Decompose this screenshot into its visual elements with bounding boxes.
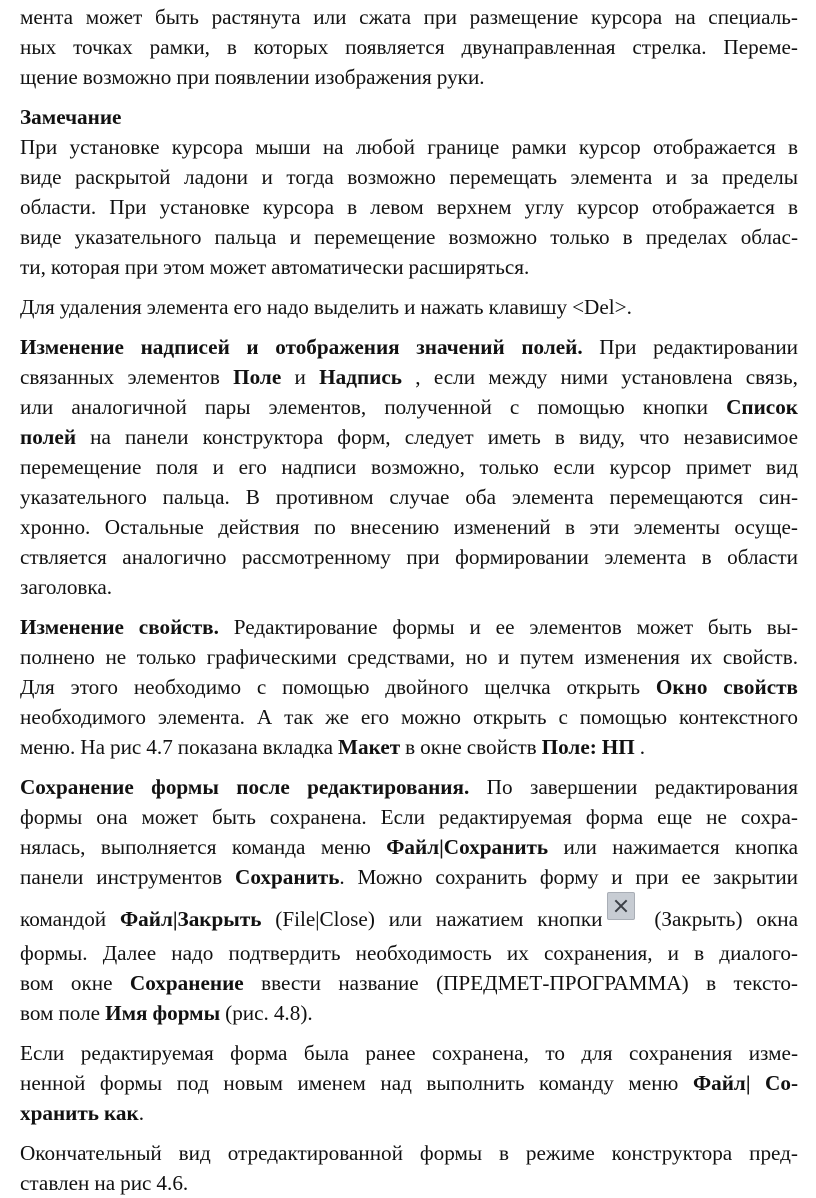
term-field-list: Список	[726, 395, 798, 419]
text-line: Изменение свойств. Редактирование формы и ее элементов может быть вы-	[20, 615, 799, 639]
paragraph-properties	[20, 612, 798, 762]
text-line: ненной формы под новым именем над выполнить команду меню Файл| Со-	[20, 1071, 798, 1095]
text-line: Для этого необходимо с помощью двойного щелчка открыть Окно свойств	[20, 675, 798, 699]
paragraph-save	[20, 772, 798, 1028]
text-line: Окончательный вид отредактированной формы в режиме конструктора пред-	[20, 1141, 798, 1165]
text-line: связанных элементов Поле и Надпись , если между ними установлена связь,	[20, 365, 798, 389]
term-field: Поле	[233, 365, 282, 389]
text-line: мента может быть растянута или сжата при размещение курсора на специаль-	[20, 5, 798, 29]
paragraph-labels	[20, 332, 798, 602]
text-line: области. При установке курсора в левом верхнем углу курсор отображается в	[20, 195, 798, 219]
text-line: Изменение надписей и отображения значений полей. При редактировании	[20, 335, 798, 359]
text-line: меню. На рис 4.7 показана вкладка Макет в окне свойств Поле: НП .	[20, 735, 646, 759]
text-line: указательного пальца. В противном случае оба элемента перемещаются син-	[20, 485, 798, 509]
text-line: полнено не только графическими средствами, но и путем изменения их свойств.	[20, 645, 798, 669]
close-icon	[607, 892, 635, 920]
text-line: ствляется аналогично рассмотренному при формировании элемента в области	[20, 545, 798, 569]
term-label: Надпись	[319, 365, 402, 389]
text-line: щение возможно при появлении изображения руки.	[20, 65, 485, 89]
term-properties-window: Окно свойств	[655, 675, 798, 699]
paragraph-save-as	[20, 1038, 798, 1128]
text-line: хронно. Остальные действия по внесению изменений в эти элементы осуще-	[20, 515, 798, 539]
text-line: При установке курсора мыши на любой границе рамки курсор отображается в	[20, 135, 798, 159]
text-line: командой Файл|Закрыть (File|Close) или нажатием кнопки (Закрыть) окна	[20, 892, 798, 938]
text-line: Если редактируемая форма была ранее сохранена, то для сохранения изме-	[20, 1041, 798, 1065]
paragraph-resize	[20, 2, 798, 92]
text-line: хранить как.	[20, 1101, 144, 1125]
paragraph-delete	[20, 292, 798, 322]
text-line: ти, которая при этом может автоматически расширяться.	[20, 255, 530, 279]
text-line: вом поле Имя формы (рис. 4.8).	[20, 1001, 313, 1025]
note-heading: Замечание	[20, 105, 122, 129]
paragraph-final	[20, 1138, 798, 1198]
section-heading: Изменение надписей и отображения значений полей.	[20, 335, 583, 359]
paragraph-note	[20, 132, 798, 282]
text-line: нялась, выполняется команда меню Файл|Сохранить или нажимается кнопка	[20, 835, 798, 859]
text-line: Сохранение формы после редактирования. По завершении редактирования	[20, 775, 798, 799]
text-line: панели инструментов Сохранить. Можно сохранить форму и при ее закрытии	[20, 865, 798, 889]
section-heading: Изменение свойств.	[20, 615, 219, 639]
text-line: или аналогичной пары элементов, полученной с помощью кнопки Список	[20, 395, 798, 419]
text-line: вом окне Сохранение ввести название (ПРЕДМЕТ-ПРОГРАММА) в тексто-	[20, 971, 798, 995]
text-line: виде раскрытой ладони и тогда возможно перемещать элемента и за пределы	[20, 165, 798, 189]
text-line: Для удаления элемента его надо выделить и нажать клавишу <Del>.	[20, 295, 632, 319]
text-line: перемещение поля и его надписи возможно, только если курсор примет вид	[20, 455, 798, 479]
text-line: ных точках рамки, в которых появляется двунаправленная стрелка. Переме-	[20, 35, 798, 59]
text-line: полей на панели конструктора форм, следует иметь в виду, что независимое	[20, 425, 798, 449]
menu-command: Файл|Сохранить	[386, 835, 549, 859]
text-line: ставлен на рис 4.6.	[20, 1171, 189, 1195]
text-line: формы она может быть сохранена. Если редактируемая форма еще не сохра-	[20, 805, 798, 829]
text-line: формы. Далее надо подтвердить необходимость их сохранения, и в диалого-	[20, 941, 798, 965]
text-line: заголовка.	[20, 575, 113, 599]
section-heading: Сохранение формы после редактирования.	[20, 775, 470, 799]
text-line: виде указательного пальца и перемещение возможно только в пределах облас-	[20, 225, 798, 249]
text-line: необходимого элемента. А так же его можно открыть с помощью контекстного	[20, 705, 798, 729]
